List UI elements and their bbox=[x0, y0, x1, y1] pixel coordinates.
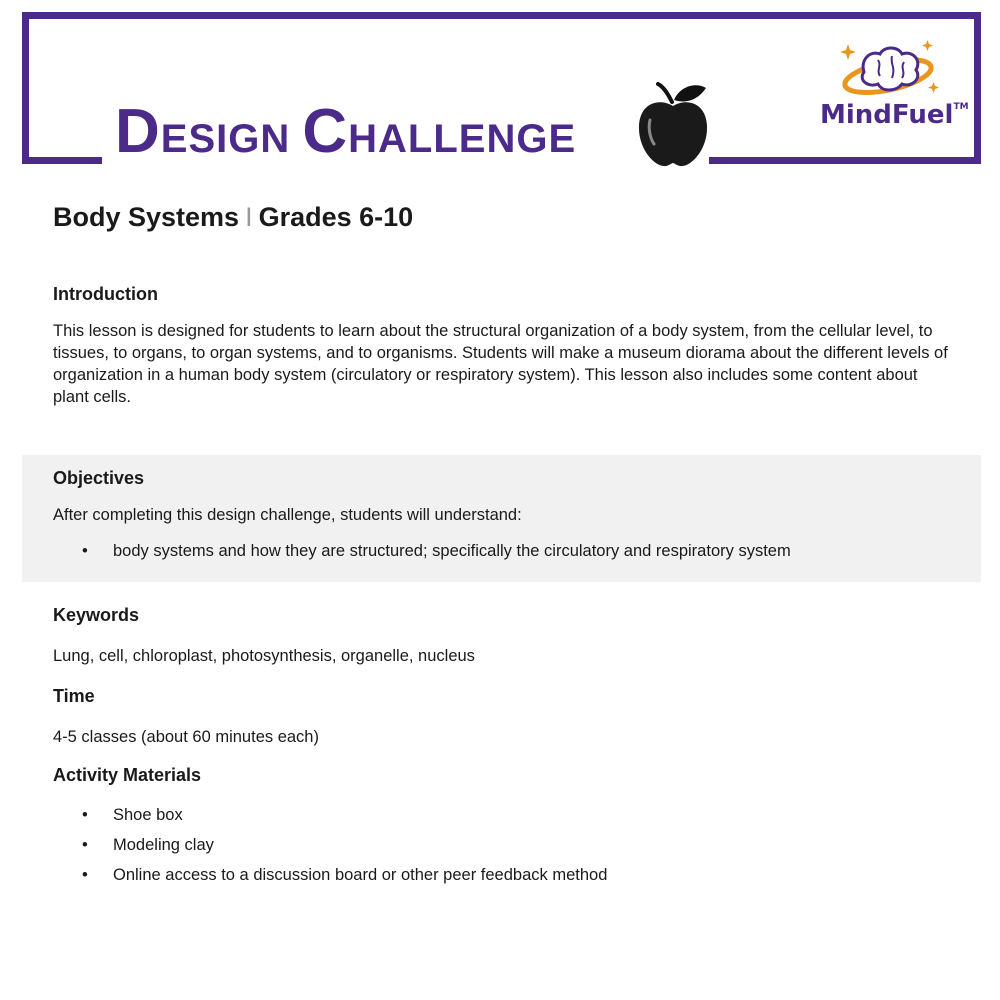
header-frame-bottom-left bbox=[22, 157, 102, 164]
material-text: Shoe box bbox=[113, 806, 183, 824]
apple-icon bbox=[636, 80, 710, 170]
materials-heading: Activity Materials bbox=[53, 765, 202, 785]
list-item bbox=[53, 834, 953, 856]
banner-title-initial-1: D bbox=[115, 97, 161, 166]
bullet-icon: • bbox=[82, 836, 88, 854]
objectives-list bbox=[53, 540, 953, 562]
banner-title-rest-1: ESIGN bbox=[160, 117, 303, 161]
banner-title-initial-2: C bbox=[302, 97, 349, 166]
keywords-body: Lung, cell, chloroplast, photosynthesis, organelle, nucleus bbox=[53, 647, 475, 665]
header-frame-left bbox=[22, 12, 29, 164]
brain-planet-icon bbox=[836, 38, 941, 102]
introduction-section bbox=[53, 284, 953, 408]
keywords-section bbox=[53, 605, 475, 667]
objectives-section bbox=[53, 468, 953, 562]
logo-trademark: TM bbox=[953, 102, 969, 113]
objectives-lead: After completing this design challenge, students will understand: bbox=[53, 506, 522, 524]
objectives-heading: Objectives bbox=[53, 468, 145, 488]
bullet-icon: • bbox=[82, 806, 88, 824]
keywords-heading: Keywords bbox=[53, 605, 140, 625]
title-grades: Grades 6-10 bbox=[258, 202, 414, 232]
time-section bbox=[53, 686, 319, 748]
title-subject: Body Systems bbox=[53, 202, 240, 232]
introduction-heading: Introduction bbox=[53, 284, 158, 304]
introduction-body: This lesson is designed for students to learn about the structural organization of a body system, from the cellular level, to tissues, to organs, to organ systems, and to organisms. Students will make a museum diorama about the different levels of organization in a human body system (circulatory or respiratory system). This lesson also includes some content about plant cells. bbox=[53, 322, 948, 406]
objective-text: body systems and how they are structured; specifically the circulatory and respiratory system bbox=[113, 542, 791, 560]
page-title bbox=[53, 202, 413, 233]
materials-list bbox=[53, 804, 953, 886]
time-body: 4-5 classes (about 60 minutes each) bbox=[53, 728, 319, 746]
banner-title-rest-2: HALLENGE bbox=[348, 117, 577, 161]
bullet-icon: • bbox=[82, 542, 88, 560]
list-item bbox=[53, 804, 953, 826]
title-separator: I bbox=[245, 202, 253, 232]
time-heading: Time bbox=[53, 686, 95, 706]
logo-text: MindFuel bbox=[820, 100, 954, 130]
list-item bbox=[53, 540, 953, 562]
header-frame-top bbox=[22, 12, 981, 19]
banner-title bbox=[115, 96, 576, 168]
header-frame-right bbox=[974, 12, 981, 164]
logo-wordmark bbox=[820, 100, 969, 130]
list-item bbox=[53, 864, 953, 886]
bullet-icon: • bbox=[82, 866, 88, 884]
material-text: Online access to a discussion board or other peer feedback method bbox=[113, 866, 608, 884]
materials-section bbox=[53, 765, 953, 894]
material-text: Modeling clay bbox=[113, 836, 214, 854]
mindfuel-logo bbox=[818, 38, 969, 140]
header-frame-bottom-right bbox=[709, 157, 981, 164]
